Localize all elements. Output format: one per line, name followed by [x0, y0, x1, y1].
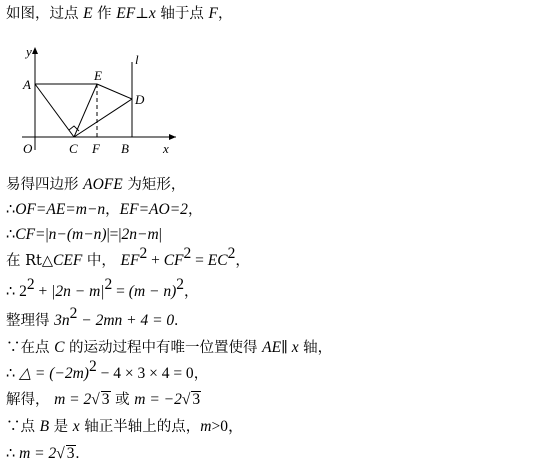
equation: EF=AO=2	[119, 201, 188, 218]
abs-bar: |	[118, 226, 122, 243]
therefore-symbol: ∴	[6, 227, 16, 243]
label-b: B	[121, 141, 129, 156]
label-x: x	[163, 141, 169, 156]
text: .	[174, 312, 179, 329]
equation: − 4 × 3 × 4 = 0	[96, 365, 194, 382]
solution-line-1	[6, 4, 232, 24]
equation: − 2mn + 4 = 0	[77, 312, 175, 329]
text: 或	[110, 392, 135, 408]
solution-line-12	[6, 444, 79, 464]
equation: m = −2	[134, 391, 182, 408]
segment-ae: AE	[262, 339, 282, 356]
equation: CF	[163, 252, 184, 269]
solution-line-7	[6, 305, 179, 331]
geometry-figure	[14, 42, 184, 162]
exponent: 2	[139, 245, 148, 262]
sqrt-sign: √	[56, 445, 65, 462]
therefore-symbol: ∴	[6, 202, 16, 218]
text: 是	[49, 419, 73, 435]
equation: EF	[120, 252, 140, 269]
text: 在 Rt△	[6, 253, 54, 269]
sqrt-radicand: 3	[66, 445, 75, 462]
m-var: m	[200, 418, 212, 435]
because-symbol: ∵	[6, 340, 21, 356]
point-b: B	[39, 418, 50, 435]
text: ，	[187, 202, 203, 218]
solution-line-9	[6, 358, 209, 384]
text: 轴于点	[155, 6, 209, 22]
exponent: 2	[104, 276, 113, 293]
perp-symbol: ⊥	[135, 6, 149, 22]
equals: =	[109, 226, 119, 243]
x-axis-arrow	[169, 134, 176, 140]
parallel-symbol: ∥	[281, 340, 288, 356]
abs-bar: |	[158, 226, 162, 243]
exponent: 2	[183, 245, 192, 262]
text: .	[75, 445, 80, 462]
therefore-symbol: ∴	[6, 366, 16, 382]
sqrt-sign: √	[181, 391, 191, 408]
point-f: F	[208, 5, 218, 22]
text: ，	[193, 366, 209, 382]
abs-bar: |	[106, 226, 110, 243]
equation: m = 2	[15, 445, 57, 462]
exponent: 2	[176, 276, 185, 293]
plus: +	[34, 283, 52, 300]
equation: n−(m−n)	[48, 226, 107, 243]
text: 解得，	[6, 392, 55, 408]
text: ，	[105, 202, 120, 218]
sqrt-radicand: 3	[101, 391, 110, 408]
text: 轴，	[298, 340, 333, 356]
label-d: D	[135, 92, 145, 107]
equals: =	[112, 283, 129, 300]
x-var: x	[287, 339, 299, 356]
label-f: F	[92, 141, 100, 156]
text: ，	[235, 253, 250, 269]
text: ，	[184, 284, 199, 300]
label-e: E	[94, 68, 102, 83]
x-var: x	[148, 5, 156, 22]
text: 在点	[20, 340, 55, 356]
rect-aofe: AOFE	[83, 176, 123, 193]
text: 易得四边形	[6, 177, 84, 193]
exponent: 2	[26, 276, 35, 293]
text: 作	[92, 6, 117, 22]
x-var: x	[72, 418, 80, 435]
because-symbol: ∵	[6, 419, 21, 435]
equation: 3n	[54, 312, 70, 329]
text: ，	[217, 6, 233, 22]
equation: (m − n)	[128, 283, 177, 300]
therefore-symbol: ∴	[6, 446, 16, 462]
segment-ac	[35, 84, 74, 137]
equation: EC	[207, 252, 228, 269]
equals: =	[191, 252, 208, 269]
solution-line-10	[6, 390, 201, 410]
label-c: C	[69, 141, 78, 156]
equation: 2	[15, 283, 27, 300]
triangle-cef: CEF	[53, 252, 83, 269]
text: 中，	[82, 253, 121, 269]
text: 的运动过程中有唯一位置使得	[64, 340, 263, 356]
segment-ef: EF	[116, 5, 136, 22]
text: >0，	[211, 418, 244, 435]
abs-bar: |	[45, 226, 49, 243]
equation: 2n−m	[121, 226, 159, 243]
label-a: A	[23, 77, 31, 92]
sqrt-radicand: 3	[192, 391, 201, 408]
equation: △ = (−2m)	[15, 365, 89, 382]
text: 整理得	[6, 313, 55, 329]
text: 为矩形，	[122, 177, 186, 193]
text: 轴正半轴上的点，	[79, 419, 201, 435]
equation: CF=	[15, 226, 46, 243]
point-e: E	[83, 5, 93, 22]
segment-ed	[97, 84, 132, 99]
y-axis-arrow	[32, 47, 38, 54]
solution-line-6	[6, 276, 199, 302]
solution-line-4	[6, 225, 162, 245]
exponent: 2	[227, 245, 236, 262]
equation: m = 2	[54, 391, 92, 408]
exponent: 2	[69, 305, 78, 322]
sqrt-sign: √	[91, 391, 100, 408]
solution-line-11	[6, 417, 244, 437]
point-c: C	[54, 339, 65, 356]
equation: OF=AE=m−n	[15, 201, 106, 218]
plus: +	[147, 252, 164, 269]
label-y: y	[26, 44, 32, 59]
label-o: O	[23, 141, 33, 156]
solution-line-3	[6, 200, 202, 220]
equation: |2n − m|	[51, 283, 105, 300]
solution-line-5	[6, 245, 250, 271]
therefore-symbol: ∴	[6, 284, 16, 300]
text: 点	[20, 419, 40, 435]
text: 如图，过点	[6, 6, 84, 22]
exponent: 2	[88, 358, 97, 375]
solution-line-2	[6, 175, 185, 195]
label-l: l	[135, 52, 139, 67]
solution-line-8	[6, 338, 332, 358]
